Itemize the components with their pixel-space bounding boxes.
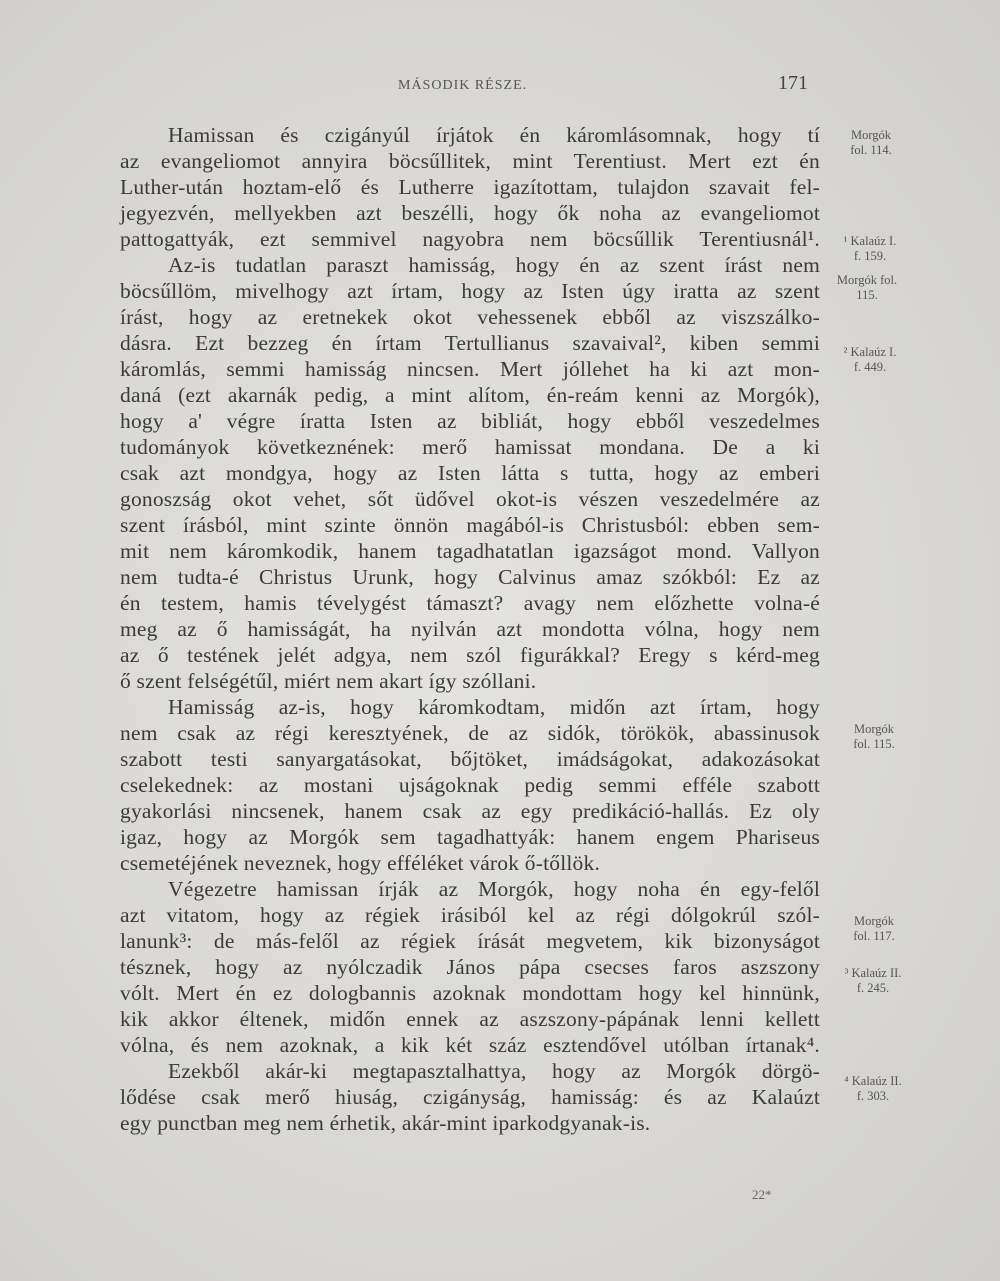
running-head: MÁSODIK RÉSZE. <box>398 78 528 93</box>
text-line: jegyezvén, mellyekben azt beszélli, hogy ők noha az evangeliomot <box>120 201 820 225</box>
margin-note-text: ³ Kalaúz II. <box>844 966 902 980</box>
text-line: vólt. Mert én ez dologbannis azoknak mondottam hogy kel hinnünk, <box>120 981 820 1005</box>
text-line: dásra. Ezt bezzeg én írtam Tertullianus szavaival², kiben semmi <box>120 331 820 355</box>
margin-note <box>838 914 910 944</box>
margin-note-text: fol. 117. <box>853 929 895 943</box>
margin-note-text: fol. 115. <box>853 737 895 751</box>
text-line: csak azt mondgya, hogy az Isten látta s tutta, hogy az emberi <box>120 461 820 485</box>
text-line: meg az ő hamisságát, ha nyilván azt mondotta vólna, hogy nem <box>120 617 820 641</box>
page-number: 171 <box>778 72 808 94</box>
text-line: én testem, hamis tévelygést támaszt? avagy nem előzhette volna-é <box>120 591 820 615</box>
text-line: szabott testi sanyargatásokat, bőjtöket, imádságokat, adakozásokat <box>120 747 820 771</box>
text-line: Luther-után hoztam-elő és Lutherre igazítottam, tulajdon szavait fel- <box>120 175 820 199</box>
text-line: mit nem káromkodik, hanem tagadhatatlan igazságot mond. Vallyon <box>120 539 820 563</box>
margin-note-text: 115. <box>856 288 878 302</box>
text-line: cselekednek: az mostani ujságoknak pedig semmi efféle szabott <box>120 773 820 797</box>
footnote-1 <box>828 234 912 264</box>
body-text <box>120 122 820 1136</box>
text-line: gyakorlási nincsenek, hanem csak az egy predikáció-hallás. Ez oly <box>120 799 820 823</box>
margin-note-text: Morgók <box>853 914 895 928</box>
text-line: gonoszság okot vehet, sőt üdővel okot-is vészen veszedelmére az <box>120 487 820 511</box>
text-line: lődése csak merő hiuság, czigányság, hamisság: és az Kalaúzt <box>120 1085 820 1109</box>
margin-note <box>836 128 906 158</box>
paragraph-4 <box>120 876 820 1058</box>
footnote-2 <box>828 345 912 375</box>
text-line: az ő testének jelét adgya, nem szól figurákkal? Eregy s kérd-meg <box>120 643 820 667</box>
margin-note-text: ⁴ Kalaúz II. <box>844 1074 902 1088</box>
margin-note-text: Morgók fol. <box>836 273 898 287</box>
paragraph-3 <box>120 694 820 876</box>
text-line: Hamissan és czigányúl írjátok én káromlásomnak, hogy tí <box>168 123 820 147</box>
paragraph-5 <box>120 1058 820 1136</box>
text-line: vólna, és nem azoknak, a kik két száz esztendővel utólban írtanak⁴. <box>120 1033 820 1057</box>
text-line: Végezetre hamissan írják az Morgók, hogy noha én egy-felől <box>168 877 820 901</box>
text-line: böcsűllöm, mivelhogy azt írtam, hogy az Isten úgy iratta az szent <box>120 279 820 303</box>
footnote-4 <box>828 1074 918 1104</box>
footnote-3 <box>828 966 918 996</box>
margin-note-text: ² Kalaúz I. <box>843 345 897 359</box>
text-line: káromlás, semmi hamisság nincsen. Mert jóllehet ha ki azt mon- <box>120 357 820 381</box>
text-line: írást, hogy az eretnekek okot vehessenek ebből az viszszálko- <box>120 305 820 329</box>
text-line: daná (ezt akarnák pedig, a mint alítom, én-reám kenni az Morgók), <box>120 383 820 407</box>
signature-mark: 22* <box>752 1187 772 1202</box>
margin-note-text: f. 303. <box>856 1089 890 1103</box>
text-line: tésznek, hogy az nyólczadik János pápa csecses faros aszszony <box>120 955 820 979</box>
margin-note <box>822 273 912 303</box>
paragraph-1 <box>120 122 820 252</box>
text-line: egy punctban meg nem érhetik, akár-mint iparkodgyanak-is. <box>120 1111 651 1135</box>
paragraph-2 <box>120 252 820 694</box>
text-line: Az-is tudatlan paraszt hamisság, hogy én az szent írást nem <box>168 253 820 277</box>
text-line: nem csak az régi keresztyének, de az sidók, törökök, abassinusok <box>120 721 820 745</box>
text-line: hogy a' végre íratta Isten az bibliát, hogy ebből veszedelmes <box>120 409 820 433</box>
text-line: kik akkor éltenek, midőn ennek az aszszony-pápának lenni kellett <box>120 1007 820 1031</box>
text-line: Hamisság az-is, hogy káromkodtam, midőn azt írtam, hogy <box>168 695 820 719</box>
text-line: csemetéjének neveznek, hogy efféléket várok ő-tőllök. <box>120 851 601 875</box>
text-line: lanunk³: de más-felől az régiek írását megvetem, kik bizonyságot <box>120 929 820 953</box>
text-line: pattogattyák, ezt semmivel nagyobra nem böcsűllik Terentiusnál¹. <box>120 227 820 251</box>
margin-note-text: f. 449. <box>853 360 887 374</box>
text-line: szent írásból, mint szinte önnön magából-is Christusból: ebben sem- <box>120 513 820 537</box>
text-line: igaz, hogy az Morgók sem tagadhattyák: hanem engem Phariseus <box>120 825 820 849</box>
text-line: azt vitatom, hogy az régiek irásiból kel az régi dólgokrúl szól- <box>120 903 820 927</box>
margin-note-text: f. 245. <box>856 981 890 995</box>
text-line: ő szent felségétűl, miért nem akart így szóllani. <box>120 669 537 693</box>
margin-note-text: f. 159. <box>853 249 887 263</box>
text-line: az evangeliomot annyira böcsűllitek, mint Terentiust. Mert ezt én <box>120 149 820 173</box>
margin-note <box>838 722 910 752</box>
text-line: tudományok következnének: merő hamissat mondana. De a ki <box>120 435 820 459</box>
margin-note-text: Morgók <box>853 722 895 736</box>
text-line: Ezekből akár-ki megtapasztalhattya, hogy az Morgók dörgö- <box>168 1059 820 1083</box>
margin-note-text: ¹ Kalaúz I. <box>843 234 897 248</box>
margin-note-text: Morgók <box>850 128 892 142</box>
text-line: nem tudta-é Christus Urunk, hogy Calvinus amaz szókból: Ez az <box>120 565 820 589</box>
margin-note-text: fol. 114. <box>850 143 892 157</box>
